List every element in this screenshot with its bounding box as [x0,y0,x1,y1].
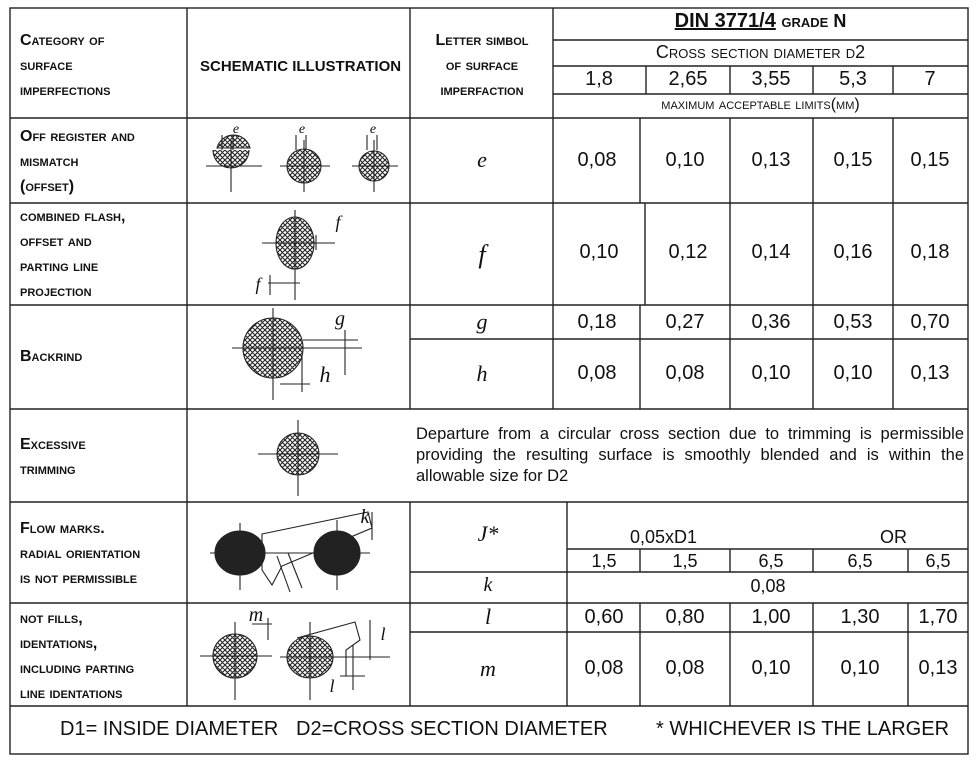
label-line: combined flash, [20,208,126,225]
description-line: allowable size for D2 [416,467,569,485]
footer-d1: D1= INSIDE DIAMETER [60,718,279,740]
header-category-line: Category of [20,32,105,49]
row-label-not-fills [20,606,134,706]
value-cell: 0,10 [751,362,791,384]
header-category-line: surface [20,57,73,74]
diameter-4: 5,3 [839,68,867,90]
value-cell: 1,5 [591,551,617,571]
limits-label: maximum acceptable limits(mm) [661,96,860,113]
formula-label: 0,05xD1 [630,527,698,547]
label-line: not fills, [20,610,83,627]
value-cell: 0,10 [840,657,880,679]
diameter-2: 2,65 [668,68,708,90]
description-line: providing the resulting surface is smoothly blended and is within the [416,446,964,464]
footer-note: * WHICHEVER IS THE LARGER [656,718,950,740]
label-line: (offset) [20,178,75,195]
diagram-letter-e: e [298,122,306,137]
label-line: projection [20,283,92,300]
symbol-j: J* [477,521,499,546]
value-cell: 0,53 [833,311,873,333]
value-cell: 0,13 [910,362,950,384]
value-cell: 0,14 [751,241,791,263]
value-cell: 0,10 [833,362,873,384]
diagram-letter-m: m [248,604,264,626]
value-cell: 0,18 [577,311,617,333]
offset-diagram [206,135,398,192]
value-cell: 0,70 [910,311,950,333]
label-line: including parting [20,660,135,677]
value-cell: 0,18 [910,241,950,263]
symbol-f: f [478,240,486,269]
diagram-letter-h: h [319,362,331,387]
value-cell: 0,08 [577,362,617,384]
diameter-3: 3,55 [751,68,791,90]
trimming-diagram [258,420,338,496]
value-cell: 6,5 [758,551,784,571]
standard-label: DIN 3771/4 [674,10,776,32]
value-cell: 0,10 [665,149,705,171]
row-label-backrind: Backrind [20,348,83,365]
value-cell: 0,60 [584,606,624,628]
diagram-letter-l: l [380,624,386,644]
diagram-letter-l: l [329,676,335,696]
diagram-letter-f: f [255,274,261,294]
symbol-g: g [476,309,488,334]
not-fills-diagram [200,618,390,700]
value-cell: 1,5 [672,551,698,571]
value-cell: 0,80 [665,606,705,628]
row-label-offset [20,124,135,199]
diameter-5: 7 [924,68,936,90]
value-cell: 0,36 [751,311,791,333]
symbol-l: l [484,604,492,629]
diagram-letter-k: k [360,506,370,528]
footer-d2: D2=CROSS SECTION DIAMETER [296,718,608,740]
row-label-flash [20,204,125,304]
label-line: mismatch [20,153,79,170]
value-cell: 0,12 [668,241,708,263]
value-cell: 0,15 [833,149,873,171]
diagram-letter-e: e [232,122,240,137]
trimming-description [416,424,964,487]
flow-marks-diagram [210,512,372,592]
value-cell: 1,70 [918,606,958,628]
label-line: trimming [20,461,76,478]
value-cell: 0,10 [751,657,791,679]
symbol-h: h [476,361,488,386]
diagram-letter-g: g [335,308,345,330]
diagram-letter-f: f [335,212,341,232]
row-label-trimming [20,432,86,482]
label-line: Excessive [20,436,86,453]
value-cell: 0,16 [833,241,873,263]
value-cell: 0,13 [751,149,791,171]
label-line: identations, [20,635,98,652]
header-standard [553,10,968,33]
value-cell: 6,5 [925,551,951,571]
label-line: Flow marks. [20,520,105,537]
header-letter-symbol [420,28,544,103]
header-letter-line: of surface [445,57,519,74]
value-cell: 6,5 [847,551,873,571]
value-cell: 1,30 [840,606,880,628]
symbol-e: e [477,147,487,172]
header-letter-line: Letter simbol [435,32,529,49]
value-cell: 0,27 [665,311,705,333]
value-cell: 1,00 [751,606,791,628]
value-cell: 0,08 [665,362,705,384]
value-cell: 0,13 [918,657,958,679]
label-line: offset and [20,233,92,250]
label-line: is not permissible [20,570,138,587]
value-cell: 0,15 [910,149,950,171]
label-line: Off register and [20,128,135,145]
cross-section-label: Cross section diameter d2 [655,42,866,62]
value-cell: 0,08 [750,576,786,596]
label-line: radial orientation [20,545,141,562]
value-cell: 0,08 [577,149,617,171]
row-label-flow-marks [20,516,140,591]
header-category-line: imperfections [20,82,111,99]
label-line: line identations [20,685,123,702]
value-cell: 0,08 [584,657,624,679]
header-letter-line: imperfaction [440,82,524,99]
value-cell: 0,10 [579,241,619,263]
value-cell: 0,08 [665,657,705,679]
diameter-1: 1,8 [585,68,613,90]
grade-label: grade N [781,11,847,31]
diagram-letter-e: e [369,122,377,137]
symbol-k: k [483,574,493,596]
or-label: OR [880,527,907,547]
header-category [20,28,110,103]
header-schematic: SCHEMATIC ILLUSTRATION [200,58,402,75]
label-line: parting line [20,258,99,275]
symbol-m: m [480,656,496,681]
flash-diagram [262,210,335,300]
description-line: Departure from a circular cross section due to trimming is permissible [416,425,964,443]
